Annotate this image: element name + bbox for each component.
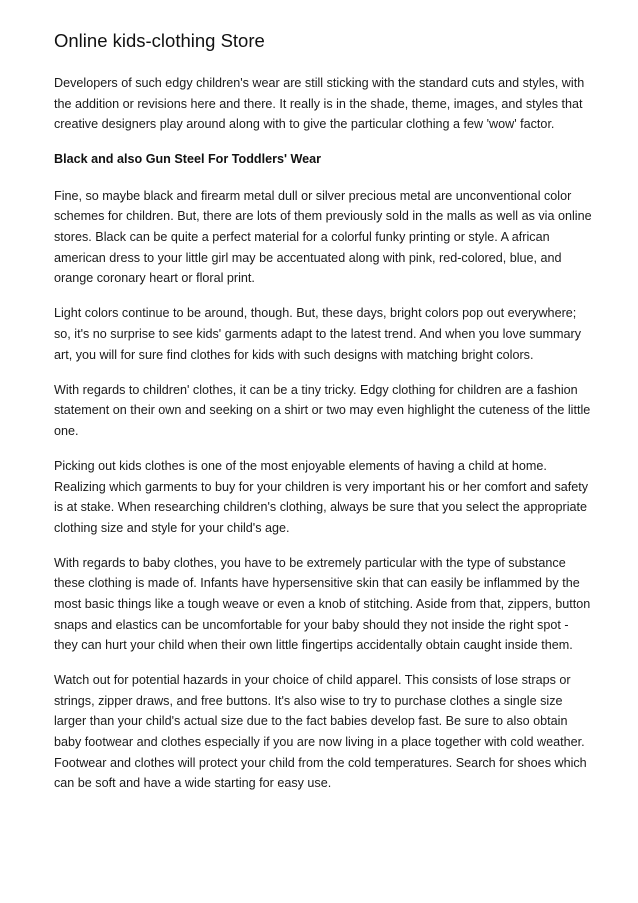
body-paragraph: Light colors continue to be around, though. But, these days, bright colors pop out everywhere; so, it's no surprise to see kids' garments adapt to the latest trend. And when you love summary art, you will for sure find clothes for kids with such designs with matching bright colors. <box>54 306 582 362</box>
page-title: Online kids-clothing Store <box>54 30 265 51</box>
body-paragraph: Fine, so maybe black and firearm metal dull or silver precious metal are unconventional color schemes for children. But, there are lots of them previously sold in the malls as well as via online stores. Black can be quite a perfect material for a colorful funky printing or style. A african american dress to your little girl may be accentuated along with pink, red-colored, blue, and orange coronary heart or floral print. <box>54 188 592 286</box>
body-paragraph: Watch out for potential hazards in your choice of child apparel. This consists of lose straps or strings, zipper draws, and free buttons. It's also wise to try to purchase clothes a single size larger than your child's actual size due to the fact babies develop fast. Be sure to also obtain baby footwear and clothes especially if you are now living in a place together with cold weather. Footwear and clothes will protect your child from the cold temperatures. Search for shoes which can be soft and have a wide starting for easy use. <box>54 673 587 791</box>
body-paragraph: With regards to baby clothes, you have to be extremely particular with the type of substance these clothing is made of. Infants have hypersensitive skin that can easily be inflammed by the most basic things like a tough weave or even a knob of stitching. Aside from that, zippers, button snaps and elastics can be uncomfortable for your baby should they not inside the right spot - they can hurt your child when their own little fingertips accidentally obtain caught inside them. <box>54 555 591 653</box>
body-paragraph: With regards to children' clothes, it can be a tiny tricky. Edgy clothing for children are a fashion statement on their own and seeking on a shirt or two may even highlight the cuteness of the little one. <box>54 382 591 438</box>
section-heading: Black and also Gun Steel For Toddlers' Wear <box>54 152 322 167</box>
intro-paragraph: Developers of such edgy children's wear are still sticking with the standard cuts and styles, with the addition or revisions here and there. It really is in the shade, theme, images, and styles that creative designers play around along with to give the particular clothing a few 'wow' factor. <box>54 76 585 132</box>
document-page <box>54 30 594 808</box>
body-paragraph: Picking out kids clothes is one of the most enjoyable elements of having a child at home. Realizing which garments to buy for your children is very important his or her comfort and safety is at stake. When researching children's clothing, always be sure that you select the appropriate clothing size and style for your child's age. <box>54 458 589 535</box>
